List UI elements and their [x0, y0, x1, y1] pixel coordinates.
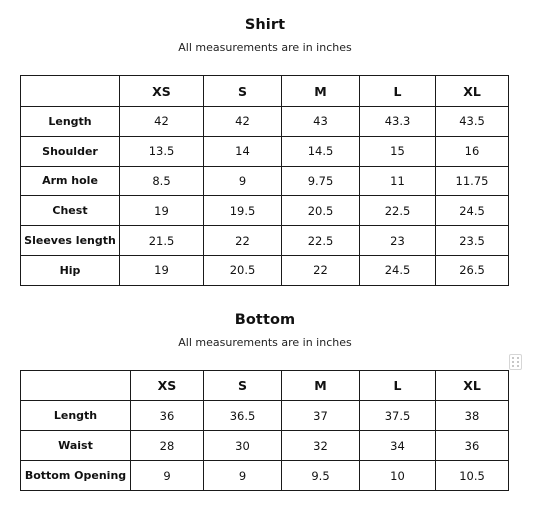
table-cell: 32: [282, 431, 360, 461]
header-empty-cell: [21, 371, 131, 401]
shirt-section-title: Shirt: [244, 17, 286, 33]
size-header: XS: [120, 76, 204, 107]
table-cell: 22: [282, 255, 360, 285]
size-header: M: [282, 371, 360, 401]
table-cell: 15: [360, 136, 436, 166]
table-cell: 19: [120, 255, 204, 285]
table-cell: 24.5: [360, 255, 436, 285]
row-label: Length: [21, 401, 131, 431]
table-row: [21, 226, 509, 256]
size-header: M: [282, 76, 360, 107]
table-cell: 16: [436, 136, 509, 166]
table-cell: 9: [131, 461, 204, 491]
table-row: [21, 166, 509, 196]
header-empty-cell: [21, 76, 120, 107]
table-row: [21, 401, 509, 431]
bottom-section-title: Bottom: [234, 312, 296, 328]
table-cell: 9.5: [282, 461, 360, 491]
table-cell: 20.5: [204, 255, 282, 285]
table-cell: 19.5: [204, 196, 282, 226]
table-cell: 26.5: [436, 255, 509, 285]
size-header: S: [204, 76, 282, 107]
table-cell: 36: [131, 401, 204, 431]
row-label: Waist: [21, 431, 131, 461]
table-cell: 43: [282, 107, 360, 137]
table-cell: 24.5: [436, 196, 509, 226]
table-row: [21, 136, 509, 166]
table-cell: 8.5: [120, 166, 204, 196]
table-cell: 37.5: [360, 401, 436, 431]
table-cell: 9: [204, 166, 282, 196]
size-header: S: [204, 371, 282, 401]
table-header-row: [21, 76, 509, 107]
table-cell: 43.3: [360, 107, 436, 137]
table-cell: 22: [204, 226, 282, 256]
table-cell: 20.5: [282, 196, 360, 226]
table-cell: 36.5: [204, 401, 282, 431]
row-label: Sleeves length: [21, 226, 120, 256]
row-label: Hip: [21, 255, 120, 285]
table-cell: 30: [204, 431, 282, 461]
table-header-row: [21, 371, 509, 401]
table-cell: 10.5: [436, 461, 509, 491]
row-label: Chest: [21, 196, 120, 226]
shirt-section-subtitle: All measurements are in inches: [178, 41, 352, 54]
table-cell: 10: [360, 461, 436, 491]
row-label: Length: [21, 107, 120, 137]
table-row: [21, 255, 509, 285]
table-row: [21, 107, 509, 137]
table-cell: 22.5: [282, 226, 360, 256]
table-cell: 9: [204, 461, 282, 491]
size-header: XL: [436, 371, 509, 401]
drag-handle-icon[interactable]: [509, 354, 522, 370]
table-cell: 11.75: [436, 166, 509, 196]
table-cell: 11: [360, 166, 436, 196]
table-cell: 23.5: [436, 226, 509, 256]
table-cell: 43.5: [436, 107, 509, 137]
table-cell: 14: [204, 136, 282, 166]
size-header: XL: [436, 76, 509, 107]
table-cell: 21.5: [120, 226, 204, 256]
table-cell: 23: [360, 226, 436, 256]
table-cell: 19: [120, 196, 204, 226]
table-cell: 42: [120, 107, 204, 137]
bottom-size-table: [20, 370, 509, 491]
row-label: Shoulder: [21, 136, 120, 166]
table-cell: 37: [282, 401, 360, 431]
table-cell: 22.5: [360, 196, 436, 226]
table-cell: 36: [436, 431, 509, 461]
shirt-size-table: [20, 75, 509, 286]
table-cell: 9.75: [282, 166, 360, 196]
table-row: [21, 431, 509, 461]
table-cell: 42: [204, 107, 282, 137]
table-cell: 13.5: [120, 136, 204, 166]
bottom-section-subtitle: All measurements are in inches: [178, 336, 352, 349]
table-cell: 14.5: [282, 136, 360, 166]
size-header: L: [360, 76, 436, 107]
table-cell: 28: [131, 431, 204, 461]
row-label: Arm hole: [21, 166, 120, 196]
table-row: [21, 196, 509, 226]
row-label: Bottom Opening: [21, 461, 131, 491]
table-cell: 38: [436, 401, 509, 431]
size-header: L: [360, 371, 436, 401]
table-row: [21, 461, 509, 491]
table-cell: 34: [360, 431, 436, 461]
size-header: XS: [131, 371, 204, 401]
